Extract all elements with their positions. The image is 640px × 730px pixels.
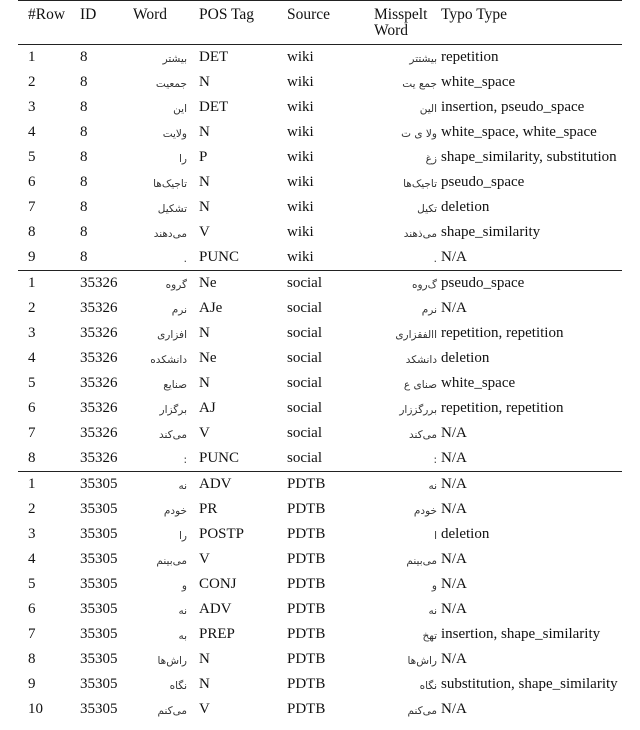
table-row [18,321,622,346]
table-row [18,547,622,572]
cell-pos-tag: N [199,124,210,140]
typo-table [18,0,622,717]
cell-row-number: 2 [28,300,36,316]
table-row [18,647,622,672]
cell-row-number: 5 [28,375,36,391]
table-row [18,195,622,220]
table-body [18,45,622,722]
cell-source: wiki [287,199,314,215]
cell-id: 8 [80,124,88,140]
cell-pos-tag: AJe [199,300,223,316]
cell-word: نگاه [169,680,187,692]
cell-misspelt-word: دانشکد [405,354,437,366]
cell-typo-type: N/A [441,249,467,265]
cell-source: PDTB [287,601,326,617]
cell-pos-tag: PUNC [199,450,240,466]
table-row [18,45,622,70]
cell-pos-tag: V [199,425,210,441]
table-row [18,346,622,371]
cell-row-number: 1 [28,275,36,291]
cell-row-number: 1 [28,476,36,492]
header-id: ID [80,6,97,23]
cell-misspelt-word: می‌ذهند [403,228,437,240]
cell-typo-type: N/A [441,300,467,316]
header-typo-type: Typo Type [441,6,507,23]
cell-misspelt-word: گ‌روه [411,279,437,291]
cell-word: این [173,103,187,115]
cell-source: social [287,375,322,391]
cell-misspelt-word: : [433,454,437,466]
table-row [18,472,622,497]
cell-word: را [179,530,187,542]
table-row [18,145,622,170]
cell-source: PDTB [287,651,326,667]
cell-word: برگزار [159,404,187,416]
cell-row-number: 6 [28,174,36,190]
cell-misspelt-word: جمع یت [402,78,437,90]
cell-pos-tag: DET [199,49,229,65]
cell-row-number: 6 [28,601,36,617]
cell-misspelt-word: نه [428,480,437,492]
cell-typo-type: pseudo_space [441,174,525,190]
cell-id: 8 [80,49,88,65]
cell-typo-type: deletion [441,199,490,215]
table-row [18,70,622,95]
cell-misspelt-word: نگاه [419,680,437,692]
cell-row-number: 8 [28,224,36,240]
cell-source: PDTB [287,626,326,642]
cell-source: social [287,275,322,291]
cell-word: می‌دهند [153,228,187,240]
cell-id: 35305 [80,551,118,567]
cell-id: 35305 [80,676,118,692]
cell-source: social [287,450,322,466]
cell-row-number: 4 [28,350,36,366]
cell-id: 8 [80,149,88,165]
cell-id: 35326 [80,375,118,391]
cell-pos-tag: V [199,551,210,567]
cell-source: wiki [287,99,314,115]
cell-source: PDTB [287,701,326,717]
cell-source: social [287,400,322,416]
cell-typo-type: shape_similarity, substitution [441,149,617,165]
cell-row-number: 7 [28,199,36,215]
header-misspelt-word: Misspelt Word [374,6,428,39]
cell-source: wiki [287,149,314,165]
cell-typo-type: substitution, shape_similarity [441,676,618,692]
cell-typo-type: N/A [441,701,467,717]
cell-id: 35305 [80,601,118,617]
cell-id: 35326 [80,350,118,366]
cell-word: خودم [163,505,187,517]
cell-pos-tag: POSTP [199,526,245,542]
table-row [18,421,622,446]
cell-id: 35305 [80,701,118,717]
cell-pos-tag: AJ [199,400,216,416]
cell-pos-tag: ADV [199,601,232,617]
cell-pos-tag: V [199,224,210,240]
cell-typo-type: pseudo_space [441,275,525,291]
cell-id: 8 [80,174,88,190]
cell-misspelt-word: تاجیک‌ها [403,178,437,190]
cell-typo-type: repetition, repetition [441,325,564,341]
cell-id: 35305 [80,501,118,517]
cell-id: 8 [80,199,88,215]
table-row [18,120,622,145]
cell-source: PDTB [287,526,326,542]
cell-word: می‌کند [158,429,187,441]
cell-id: 35305 [80,476,118,492]
cell-word: می‌کنم [157,705,187,717]
cell-pos-tag: PREP [199,626,235,642]
cell-misspelt-word: الین [419,103,437,115]
cell-source: social [287,325,322,341]
cell-id: 35326 [80,275,118,291]
cell-source: social [287,350,322,366]
cell-misspelt-word: االفقزاری [395,329,437,341]
cell-word: ولایت [162,128,187,140]
cell-row-number: 3 [28,526,36,542]
table-row [18,271,622,296]
cell-word: و [181,580,187,592]
cell-typo-type: N/A [441,425,467,441]
cell-misspelt-word: زغ [425,153,437,165]
cell-row-number: 4 [28,551,36,567]
cell-row-number: 2 [28,501,36,517]
cell-pos-tag: PR [199,501,218,517]
cell-source: PDTB [287,476,326,492]
cell-pos-tag: V [199,701,210,717]
cell-misspelt-word: می‌کنم [407,705,437,717]
cell-misspelt-word: نرم [421,304,437,316]
cell-typo-type: repetition [441,49,499,65]
cell-word: تاجیک‌ها [153,178,187,190]
cell-source: wiki [287,174,314,190]
header-pos-tag: POS Tag [199,6,255,23]
cell-misspelt-word: . [433,253,437,265]
cell-id: 8 [80,249,88,265]
cell-row-number: 3 [28,99,36,115]
cell-word: افزاری [157,329,187,341]
cell-row-number: 10 [28,701,43,717]
cell-pos-tag: Ne [199,350,217,366]
cell-typo-type: deletion [441,350,490,366]
cell-misspelt-word: می‌کند [408,429,437,441]
cell-word: . [183,253,187,265]
cell-id: 35326 [80,325,118,341]
cell-source: wiki [287,124,314,140]
cell-word: تشکیل [157,203,187,215]
cell-source: wiki [287,224,314,240]
cell-row-number: 9 [28,676,36,692]
cell-id: 35305 [80,651,118,667]
cell-id: 35326 [80,400,118,416]
cell-row-number: 3 [28,325,36,341]
table-row [18,396,622,421]
header-source: Source [287,6,331,23]
cell-id: 35326 [80,450,118,466]
cell-typo-type: N/A [441,450,467,466]
cell-id: 35305 [80,626,118,642]
table-row [18,572,622,597]
cell-word: صنایع [163,379,187,391]
cell-row-number: 9 [28,249,36,265]
cell-source: social [287,425,322,441]
cell-typo-type: N/A [441,501,467,517]
header-word: Word [133,6,168,23]
cell-id: 35326 [80,300,118,316]
header-row-number: #Row [28,6,66,23]
cell-misspelt-word: و [431,580,437,592]
cell-row-number: 7 [28,425,36,441]
cell-pos-tag: N [199,174,210,190]
cell-misspelt-word: بررگززار [399,404,437,416]
table-row [18,672,622,697]
cell-typo-type: N/A [441,601,467,617]
cell-pos-tag: ADV [199,476,232,492]
cell-typo-type: deletion [441,526,490,542]
cell-source: PDTB [287,676,326,692]
table-row [18,371,622,396]
row-group [18,45,622,270]
cell-id: 35305 [80,526,118,542]
cell-typo-type: N/A [441,651,467,667]
cell-typo-type: repetition, repetition [441,400,564,416]
cell-typo-type: white_space [441,74,516,90]
cell-row-number: 5 [28,576,36,592]
cell-typo-type: white_space, white_space [441,124,597,140]
cell-id: 8 [80,74,88,90]
cell-pos-tag: N [199,651,210,667]
table-row [18,95,622,120]
cell-misspelt-word: راش‌ها [407,655,437,667]
cell-id: 8 [80,99,88,115]
cell-pos-tag: CONJ [199,576,237,592]
row-group [18,472,622,722]
cell-row-number: 7 [28,626,36,642]
cell-word: نه [178,480,187,492]
cell-typo-type: insertion, shape_similarity [441,626,601,642]
table-row [18,296,622,321]
cell-source: wiki [287,249,314,265]
cell-pos-tag: Ne [199,275,217,291]
cell-word: جمعیت [155,78,187,90]
cell-pos-tag: N [199,199,210,215]
table-header [18,0,622,44]
cell-row-number: 8 [28,651,36,667]
table-row [18,220,622,245]
cell-word: راش‌ها [157,655,187,667]
table-row [18,597,622,622]
cell-pos-tag: P [199,149,208,165]
cell-misspelt-word: بیشتتر [409,53,437,65]
cell-word: بیشتر [162,53,187,65]
cell-word: به [178,630,187,642]
cell-misspelt-word: می‌بینم [406,555,437,567]
cell-row-number: 1 [28,49,36,65]
cell-misspelt-word: ولا ی ت [401,128,437,140]
cell-row-number: 2 [28,74,36,90]
cell-pos-tag: PUNC [199,249,240,265]
cell-word: نرم [171,304,187,316]
table-row [18,245,622,270]
cell-typo-type: insertion, pseudo_space [441,99,585,115]
cell-source: PDTB [287,576,326,592]
cell-word: گروه [165,279,187,291]
cell-id: 35326 [80,425,118,441]
table-row [18,622,622,647]
cell-typo-type: N/A [441,476,467,492]
cell-misspelt-word: صنای ع [403,379,437,391]
cell-pos-tag: N [199,676,210,692]
cell-misspelt-word: تهخ [422,630,437,642]
cell-row-number: 6 [28,400,36,416]
cell-row-number: 5 [28,149,36,165]
row-group [18,271,622,471]
cell-typo-type: white_space [441,375,516,391]
cell-word: : [183,454,187,466]
table-row [18,446,622,471]
table-row [18,522,622,547]
cell-misspelt-word: تکیل [417,203,437,215]
cell-source: wiki [287,49,314,65]
cell-pos-tag: N [199,74,210,90]
table-row [18,497,622,522]
cell-pos-tag: N [199,375,210,391]
cell-word: را [179,153,187,165]
cell-misspelt-word: ا [434,530,437,542]
cell-source: social [287,300,322,316]
cell-word: نه [178,605,187,617]
cell-typo-type: shape_similarity [441,224,541,240]
cell-source: PDTB [287,551,326,567]
cell-row-number: 4 [28,124,36,140]
cell-typo-type: N/A [441,551,467,567]
cell-typo-type: N/A [441,576,467,592]
cell-word: می‌بینم [156,555,187,567]
cell-id: 35305 [80,576,118,592]
table-row [18,697,622,722]
cell-word: دانشکده [150,354,187,366]
cell-source: PDTB [287,501,326,517]
cell-source: wiki [287,74,314,90]
cell-misspelt-word: نه [428,605,437,617]
cell-pos-tag: N [199,325,210,341]
cell-misspelt-word: خودم [413,505,437,517]
cell-id: 8 [80,224,88,240]
cell-row-number: 8 [28,450,36,466]
cell-pos-tag: DET [199,99,229,115]
table-row [18,170,622,195]
